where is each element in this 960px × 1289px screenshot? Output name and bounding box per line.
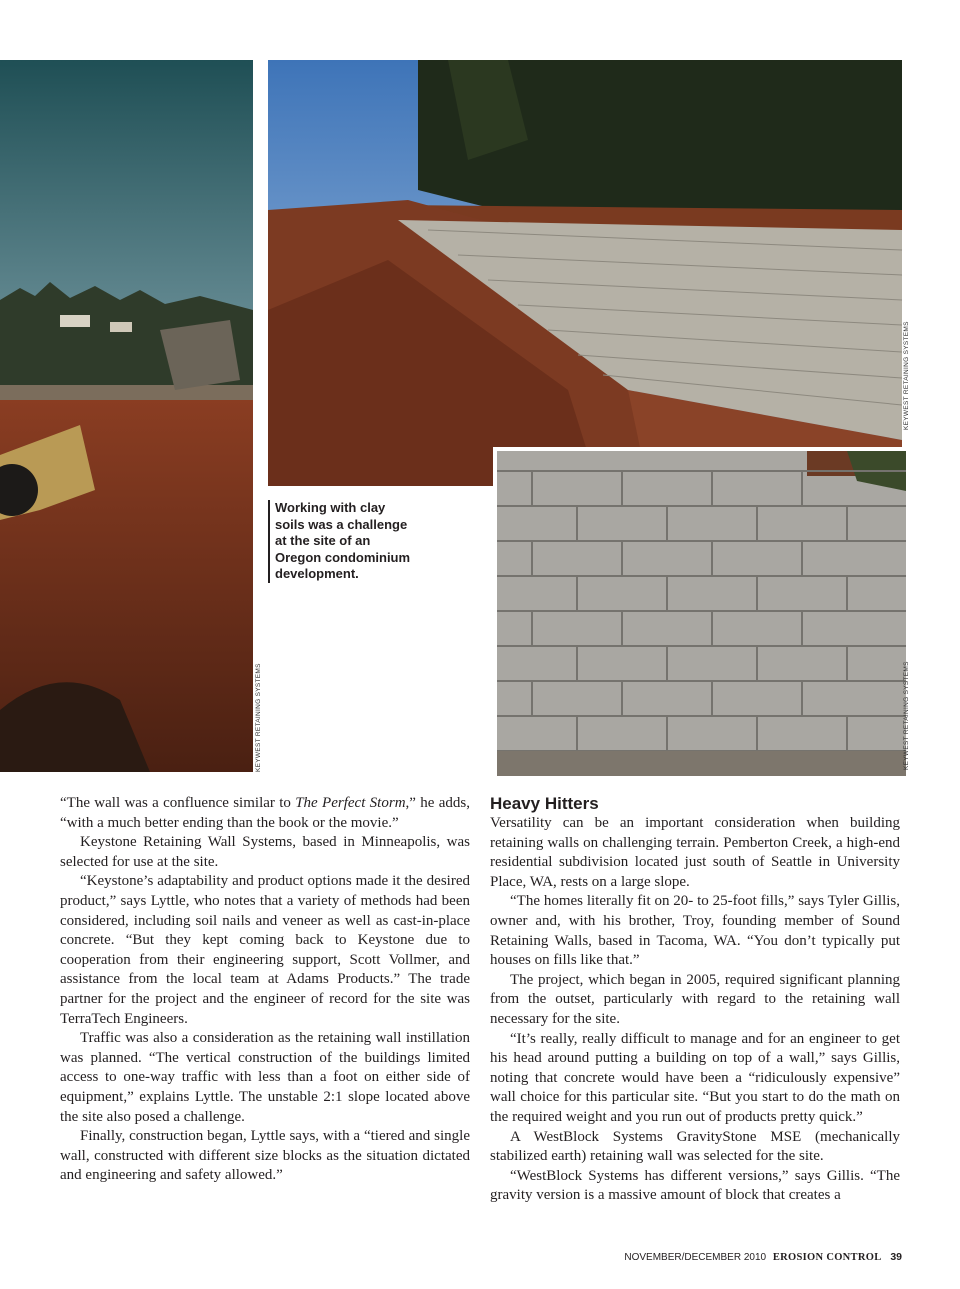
photo-credit: KEYWEST RETAINING SYSTEMS: [255, 663, 262, 772]
photo-retaining-wall-slope: [268, 60, 902, 486]
paragraph: Versatility can be an important consideration when building retaining walls on challenging terrain. Pemberton Creek, a high-end residential subdivision located just south of Seattle in University Place, WA, rests on a large slope.: [490, 815, 900, 890]
page-footer: [624, 1251, 902, 1263]
magazine-name: EROSION CONTROL: [772, 1252, 882, 1263]
paragraph: “The homes literally fit on 20- to 25-foot fills,” says Tyler Gillis, owner and, with his brother, Troy, founding member of Sound Retaining Walls, based in Tacoma, WA. “You don’t typically put houses on fills like that.”: [490, 893, 900, 969]
photo-credit: KEYWEST RETAINING SYSTEMS: [903, 661, 910, 770]
paragraph: “Keystone’s adaptability and product options made it the desired product,” says Lyttle, who notes that a variety of methods had been considered, including soil nails and veneer as well as cast-in-place concrete. “But they kept coming back to Keystone due to cooperation from their engineering support, Scott Vollmer, and assistance from the local team at Adams Products.” The trade partner for the project and the engineer of record for the site was TerraTech Engineers.: [60, 873, 470, 1027]
photo-construction-site: [0, 60, 253, 772]
paragraph: Traffic was also a consideration as the retaining wall instillation was planned. “The vertical construction of the buildings limited access to one-way traffic with less than a foot on either side of equipment,” explains Lyttle. The unstable 2:1 slope located above the site also posed a challenge.: [60, 1030, 470, 1125]
paragraph: Finally, construction began, Lyttle says, with a “tiered and single wall, constructed with different size blocks as the situation dictated and engineering and safety allowed.”: [60, 1128, 470, 1184]
paragraph: A WestBlock Systems GravityStone MSE (mechanically stabilized earth) retaining wall was selected for the site.: [490, 1128, 900, 1165]
article-column-right: [490, 794, 900, 1206]
book-title: The Perfect Storm: [295, 795, 406, 811]
paragraph: Keystone Retaining Wall Systems, based in Minneapolis, was selected for use at the site.: [60, 834, 470, 870]
issue-date: NOVEMBER/DECEMBER 2010: [624, 1252, 767, 1263]
paragraph: The project, which began in 2005, required significant planning from the outset, particularly with regard to the retaining wall necessary for the site.: [490, 971, 900, 1027]
article-column-left: [60, 794, 470, 1186]
photo-credit: KEYWEST RETAINING SYSTEMS: [903, 321, 910, 430]
paragraph: “The wall was a confluence similar to The Perfect Storm,” he adds, “with a much better ending than the book or the movie.”: [60, 795, 470, 831]
photo-block-wall-closeup: [493, 447, 906, 776]
section-heading: Heavy Hitters: [490, 794, 599, 813]
page-number: 39: [890, 1251, 902, 1263]
paragraph: “WestBlock Systems has different versions,” says Gillis. “The gravity version is a massive amount of block that creates a: [490, 1167, 900, 1204]
paragraph: “It’s really, really difficult to manage and for an engineer to get his head around putting a building on top of a wall,” says Gillis, noting that concrete would have been a “ridiculously expensive” wall choice for this particular site. “But you start to do the math on the required weight and you run out of products pretty quick.”: [490, 1030, 900, 1125]
photo-caption: Working with clay soils was a challenge at the site of an Oregon condominium development.: [268, 500, 415, 583]
